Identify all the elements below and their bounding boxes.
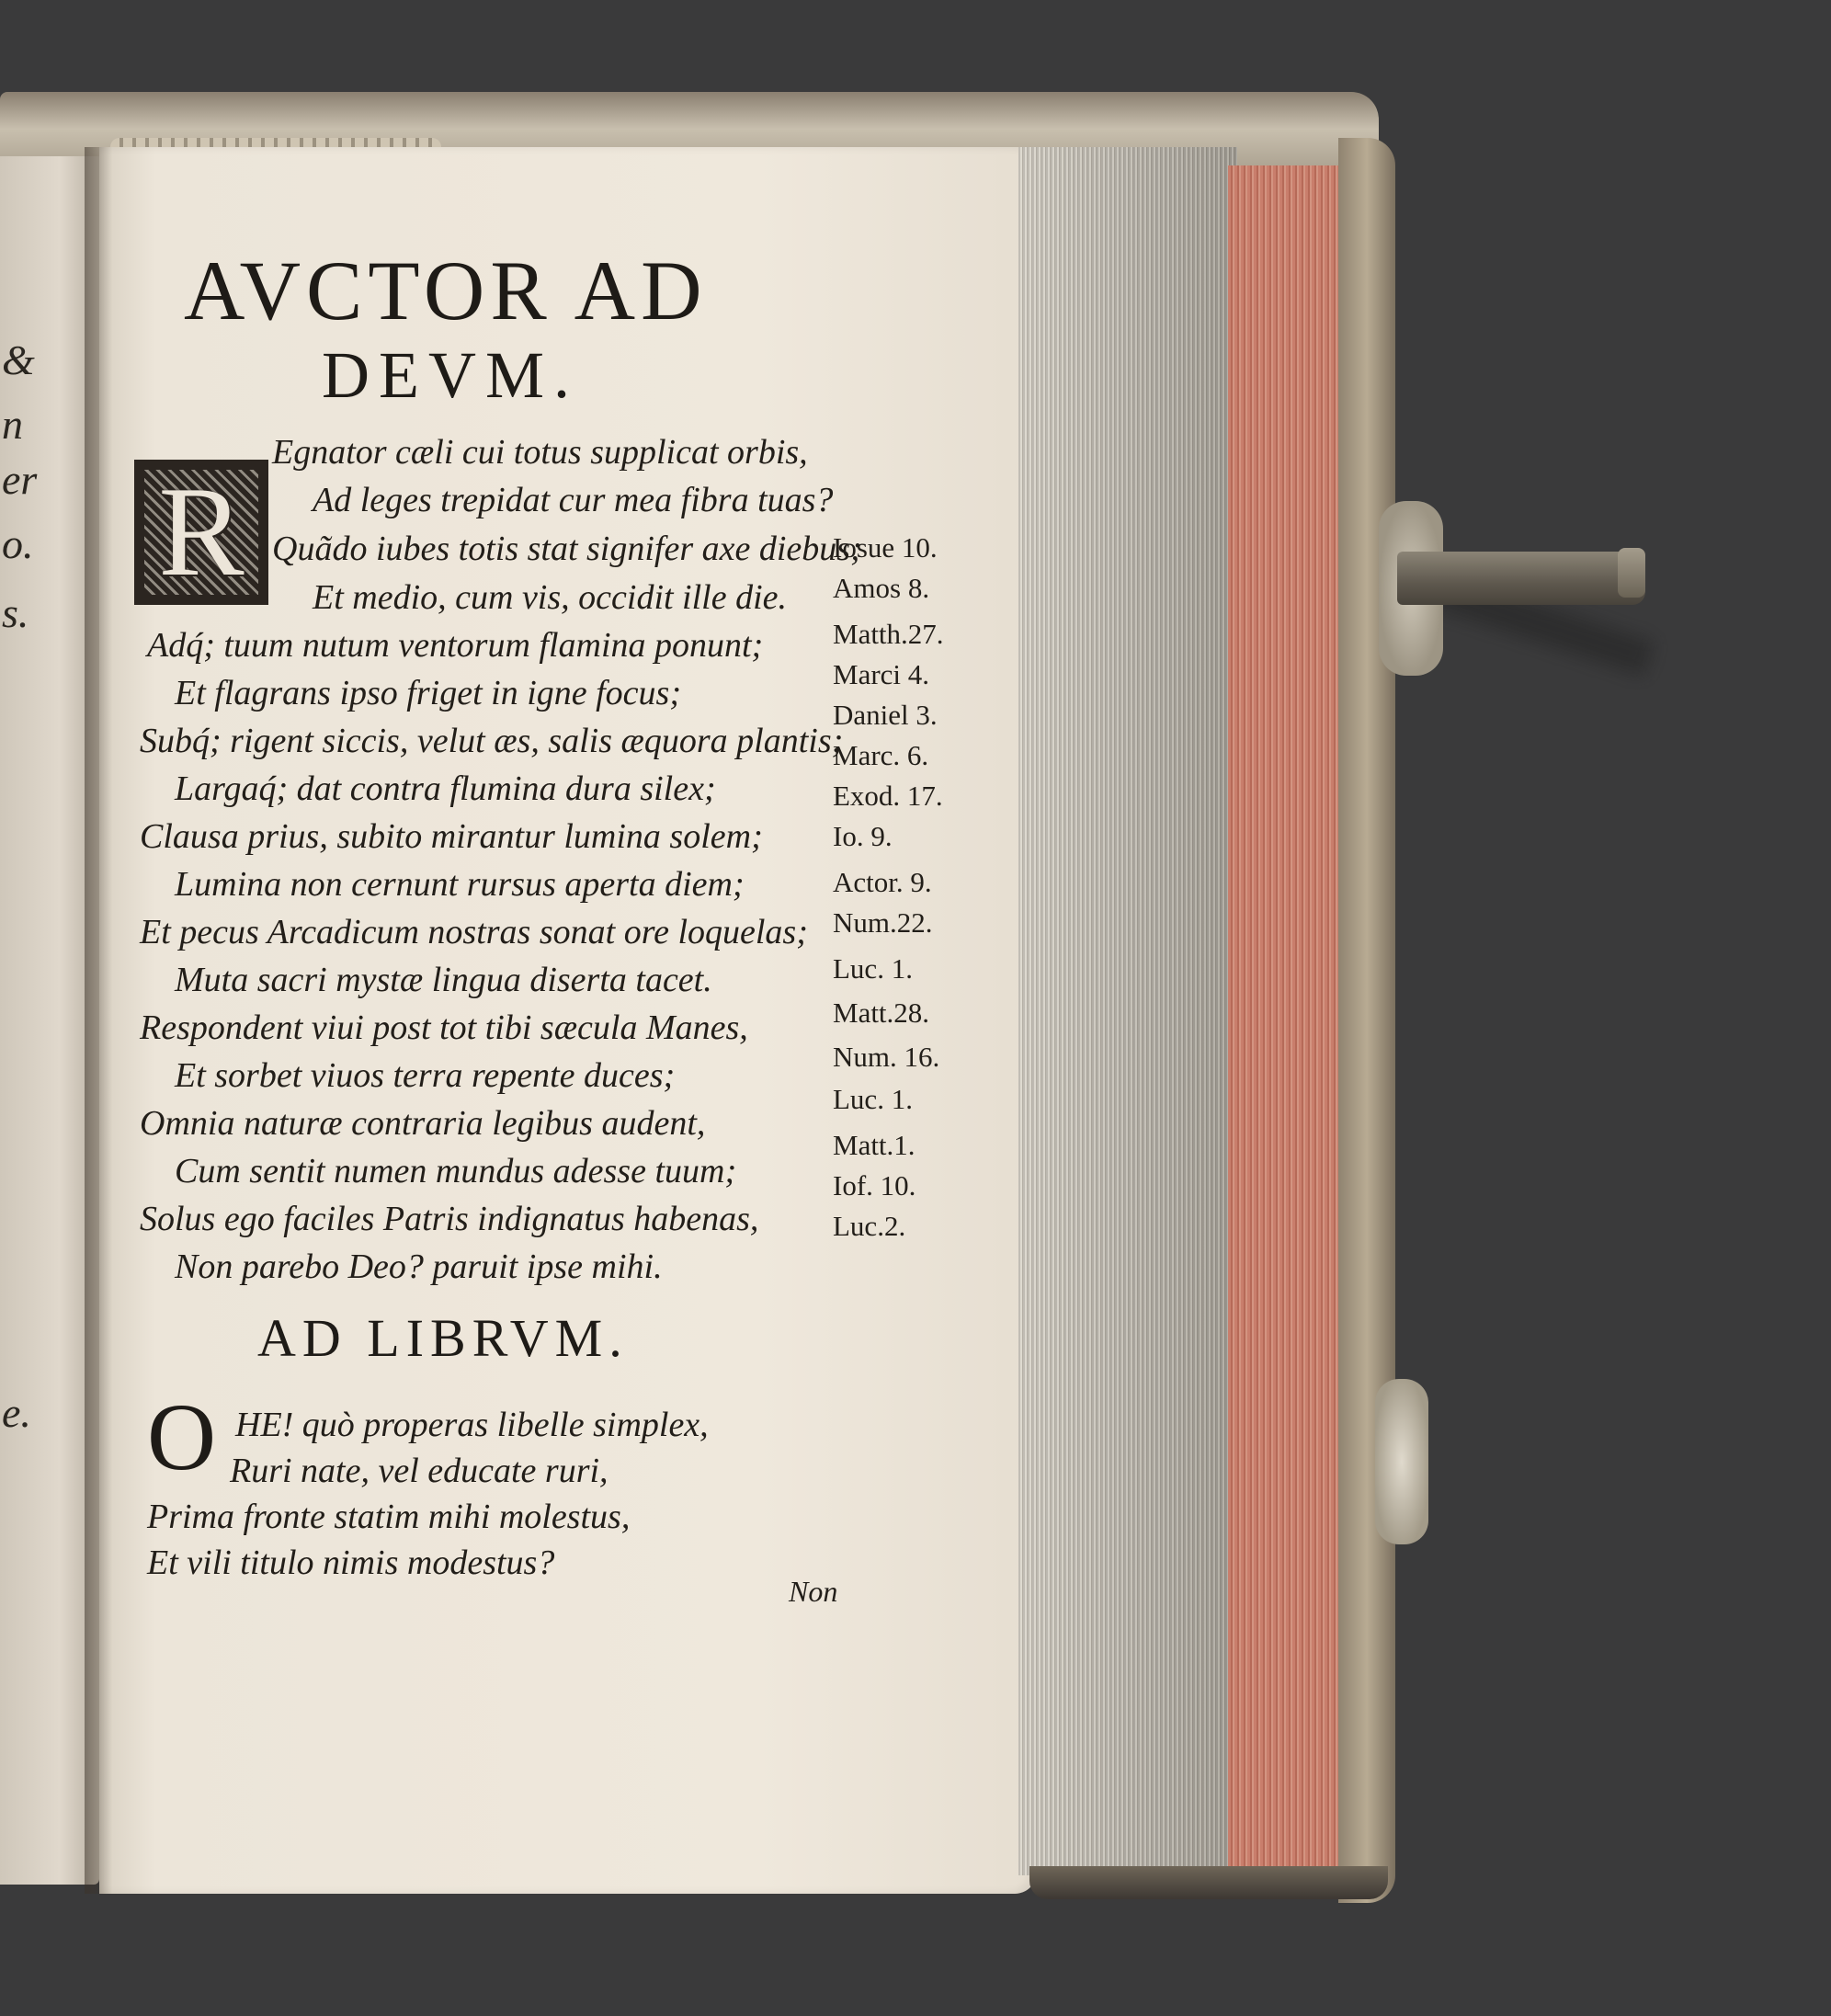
margin-reference: Daniel 3. (833, 699, 938, 731)
poem-line: Et sorbet viuos terra repente duces; (175, 1056, 676, 1095)
clasp-end (1618, 548, 1645, 598)
left-page-fragment: er (2, 456, 38, 503)
poem-line: Et flagrans ipso friget in igne focus; (175, 674, 681, 712)
lower-clasp-mount (1375, 1379, 1428, 1544)
margin-reference: Actor. 9. (833, 866, 932, 898)
left-page-fragment: s. (2, 589, 29, 636)
bottom-edge (1029, 1866, 1388, 1899)
poem-line: Egnator cæli cui totus supplicat orbis, (272, 433, 808, 472)
poem-line: Et vili titulo nimis modestus? (147, 1543, 555, 1582)
poem-line: Clausa prius, subito mirantur lumina solem; (140, 817, 763, 856)
margin-reference: Num.22. (833, 906, 933, 939)
page-title: AVCTOR AD (184, 244, 708, 337)
poem-line: Cum sentit numen mundus adesse tuum; (175, 1152, 737, 1190)
poem-line: Largaq́; dat contra flumina dura silex; (175, 769, 716, 808)
poem-line: Lumina non cernunt rursus aperta diem; (175, 865, 745, 904)
margin-reference: Marci 4. (833, 658, 930, 690)
margin-reference: Matt.1. (833, 1129, 916, 1161)
poem-line: Subq́; rigent siccis, velut æs, salis æquora plantis; (140, 722, 844, 760)
left-page-fragment: e. (2, 1389, 31, 1436)
poem-line: Ad leges trepidat cur mea fibra tuas? (313, 481, 834, 519)
catchword: Non (789, 1575, 838, 1608)
page-title-line2: DEVM. (322, 338, 579, 412)
poem-line: Quãdo iubes totis stat signifer axe diebus; (272, 530, 862, 568)
margin-reference: Luc.2. (833, 1210, 906, 1242)
poem-line: Et medio, cum vis, occidit ille die. (313, 578, 788, 617)
poem-line: Respondent viui post tot tibi sæcula Manes, (140, 1008, 748, 1047)
poem-line: Non parebo Deo? paruit ipse mihi. (175, 1247, 663, 1286)
initial-o: O (147, 1384, 217, 1490)
poem-line: HE! quò properas libelle simplex, (235, 1406, 709, 1444)
section-title: AD LIBRVM. (257, 1308, 629, 1368)
margin-reference: Marc. 6. (833, 739, 929, 771)
left-page-fragment: o. (2, 520, 34, 567)
red-page-edge (1228, 165, 1349, 1894)
poem-line: Adq́; tuum nutum ventorum flamina ponunt; (147, 626, 764, 665)
poem-line: Ruri nate, vel educate ruri, (230, 1452, 608, 1490)
margin-reference: Exod. 17. (833, 780, 943, 812)
margin-reference: Matt.28. (833, 997, 930, 1029)
margin-reference: Amos 8. (833, 572, 930, 604)
margin-reference: Luc. 1. (833, 1083, 913, 1115)
margin-reference: Iof. 10. (833, 1169, 916, 1202)
poem-line: Et pecus Arcadicum nostras sonat ore loquelas; (140, 913, 808, 951)
margin-reference: Iosue 10. (833, 531, 938, 564)
decorated-initial (134, 460, 268, 605)
clasp (1397, 552, 1645, 605)
margin-reference: Matth.27. (833, 618, 944, 650)
spine-shadow (85, 147, 112, 1894)
poem-line: Muta sacri mystæ lingua diserta tacet. (175, 961, 712, 999)
margin-reference: Num. 16. (833, 1041, 940, 1073)
margin-reference: Io. 9. (833, 820, 893, 852)
poem-line: Prima fronte statim mihi molestus, (147, 1498, 631, 1536)
left-page-fragment: & (2, 336, 35, 383)
initial-letter: R (158, 461, 245, 603)
left-page-fragment: n (2, 401, 23, 448)
cover-edge (1338, 138, 1395, 1903)
poem-line: Omnia naturæ contraria legibus audent, (140, 1104, 706, 1143)
margin-reference: Luc. 1. (833, 952, 913, 985)
fore-edge-shade (1018, 147, 1237, 1875)
poem-line: Solus ego faciles Patris indignatus habenas, (140, 1200, 759, 1238)
